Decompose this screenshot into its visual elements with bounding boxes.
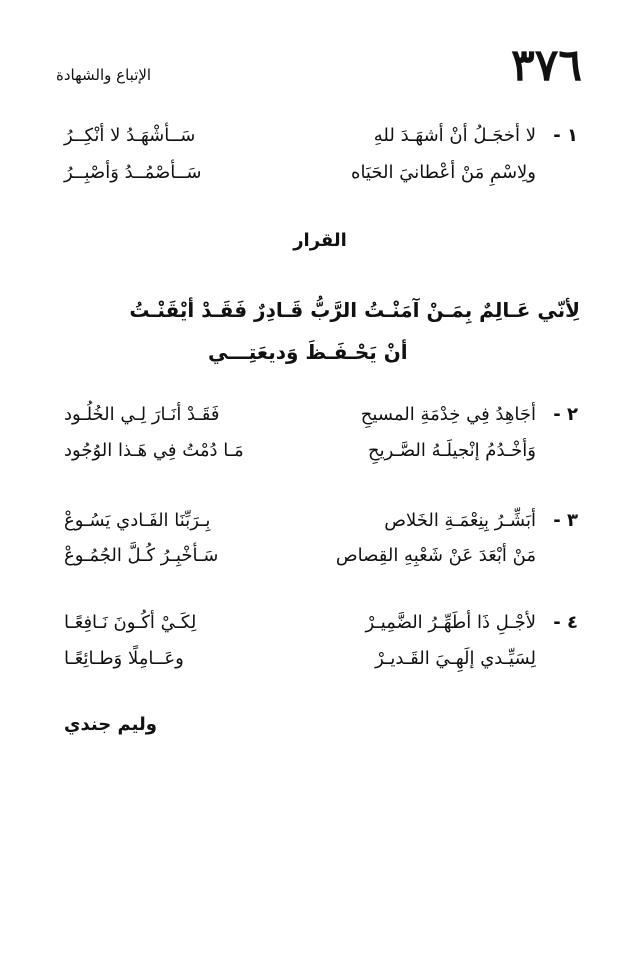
verse-1-line-1-right: لا أخجَـلُ أنْ أشهَـدَ للهِ [373, 125, 536, 146]
verse-2-line-2-right: وَأخْـدُمُ إنْجيلَـهُ الصَّـريحِ [367, 440, 536, 461]
verse-3-line-1-right: أبَشِّـرُ بِنِعْمَـةِ الخَلاص [384, 510, 536, 531]
verse-number-2: ٢ - [553, 404, 578, 425]
chorus-line-1: لِأنّي عَـالِمٌ بِمَـنْ آمَنْـتُ الرَّبُّ قَـادِرٌ فَقَـدْ أيْقَنْـتُ [129, 298, 580, 322]
verse-number-4: ٤ - [553, 612, 578, 633]
verse-4-line-1-left: لِكَـيْ أكُـونَ نَـافِعًـا [64, 612, 197, 633]
verse-4-line-2-right: لِسَيِّـدي إلَهِـيَ القَـديـرْ [375, 648, 536, 669]
verse-2-line-1-left: فَقَـدْ أنَـارَ لِـي الخُلُـود [64, 404, 220, 425]
verse-4-line-1-right: لأجْـلِ ذَا أطَهِّـرُ الضَّمِيـرْ [365, 612, 536, 633]
page-number: ٣٧٦ [511, 40, 582, 91]
running-header-title: الإتباع والشهادة [56, 66, 152, 84]
verse-1-line-2-left: سَــأصْمُــدُ وَأصْبِــرُ [64, 162, 202, 183]
chorus-title: القرار [293, 230, 347, 251]
verse-number-1: ١ - [553, 125, 578, 146]
verse-3-line-1-left: بِـرَبِّنَا الفَـادي يَسُـوعْ [64, 510, 211, 531]
chorus-line-2: أنْ يَحْـفَـظَ وَديعَتِـــي [208, 340, 408, 364]
verse-3-line-2-right: مَنْ أبْعَدَ عَنْ شَعْبِهِ القِصاص [335, 545, 536, 566]
verse-1-line-1-left: سَــأشْهَـدُ لا أنْكِــرُ [64, 125, 196, 146]
verse-2-line-2-left: مَـا دُمْتُ فِي هَـذا الوُجُود [64, 440, 244, 461]
author-name: وليم جندي [64, 714, 157, 735]
verse-3-line-2-left: سَـأخْبِـرُ كُـلَّ الجُمُـوعْ [64, 545, 219, 566]
verse-number-3: ٣ - [553, 510, 578, 531]
verse-1-line-2-right: ولِاسْمِ مَنْ أعْطانيَ الحَيَاه [351, 162, 536, 183]
verse-4-line-2-left: وعَــامِلًا وَطـائِعًـا [64, 648, 184, 669]
verse-2-line-1-right: أجَاهِدُ فِي خِدْمَةِ المسيحِ [360, 404, 536, 425]
